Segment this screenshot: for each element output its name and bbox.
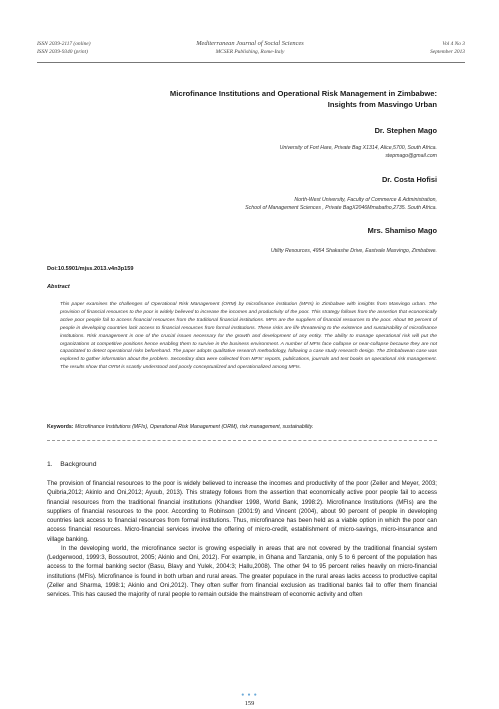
- issn-online: ISSN 2039-2117 (online): [37, 41, 91, 47]
- affiliation-line: School of Management Sciences , Private BagX2046Mmabatho,2735. South Africa.: [245, 205, 437, 211]
- keywords-label: Keywords:: [47, 424, 74, 430]
- body-text: [47, 480, 437, 600]
- author-name: Mrs. Shamiso Mago: [367, 226, 437, 235]
- header-issn: [37, 40, 91, 56]
- issn-print: ISSN 2039-9340 (print): [37, 49, 88, 55]
- title-line-2: Insights from Masvingo Urban: [327, 100, 437, 109]
- doi: Doi:10.5901/mjss.2013.v4n3p159: [47, 266, 134, 272]
- header-volume: [430, 40, 465, 56]
- volume: Vol 4 No 3: [442, 41, 465, 47]
- publisher: MCSER Publishing, Rome-Italy: [215, 49, 285, 55]
- affiliation-line: University of Fort Hare, Private Bag X1314, Alice,5700, South Africa.: [279, 145, 437, 151]
- author-affiliation: [245, 196, 437, 212]
- journal-name: Mediterranean Journal of Social Sciences: [196, 40, 304, 47]
- page-number: 159: [244, 700, 255, 707]
- footer-dots: ● ● ●: [241, 693, 258, 698]
- author-affiliation: [280, 144, 437, 160]
- issue-date: September 2013: [430, 49, 465, 55]
- title-line-1: Microfinance Institutions and Operational Risk Management in Zimbabwe:: [169, 89, 437, 98]
- header-divider: [37, 62, 465, 63]
- author-name: Dr. Stephen Mago: [374, 126, 437, 135]
- author-affiliation: [271, 247, 437, 255]
- keywords-divider: [47, 440, 437, 441]
- author-name: Dr. Costa Hofisi: [381, 175, 437, 184]
- keywords-list: Microfinance Institutions (MFIs), Operational Risk Management (ORM), risk management, sustainability.: [74, 424, 314, 430]
- author-email: stepmago@gmail.com: [385, 153, 437, 159]
- affiliation-line: Utility Resources, 4954 Shakashe Drive, Eastvale Masvingo, Zimbabwe.: [270, 248, 437, 254]
- abstract-text: This paper examines the challenges of Operational Risk Management (ORM) by microfinance institution (MFIs) in Zimbabwe with insights from Masvingo urban. The provision of financial resources to the poor is widely believed to increase the incomes and productivity of the poor. This strategy follows from the assertion that economically active poor people fail to access financial resources from the traditional financial institutions. MFIs are the suppliers of financial resources to the poor. About 90 percent of people in developing countries lack access to financial resources from formal institutions. These risks are life threatening to the existence and sustainability of microfinance institutions. Risk management is one of the crucial issues necessary for the growth and development of any entity. The ability to manage operational risk will put the organizations at competitive positions hence enabling them to survive in the business environment. A number of MFIs face collapse or near-collapse because they are not capacitated to detect operational risks beforehand. The paper adopts qualitative research methodology, following a case study research design. The Zimbabwean case was explored to gather information about the problem. Secondary data were collected from MFIs' reports, publications, journals and text books on operational risk management. The results show that ORM is scantly understood and poorly conceptualized and operationalized among MFIs.: [60, 302, 437, 371]
- header-journal: [150, 40, 350, 56]
- keywords: [47, 424, 437, 430]
- abstract-heading: Abstract: [47, 284, 70, 290]
- paper-title: [100, 88, 437, 110]
- affiliation-line: North-West University, Faculty of Commerce & Administration,: [294, 197, 437, 203]
- paragraph: The provision of financial resources to the poor is widely believed to increase the incomes and productivity of the poor (Zeller and Meyer, 2003; Quibria,2012; Akinlo and Oni,2012; Ayuub, 2013). This strategy follows from the assertion that economically active poor people fail to access financial resources from the traditional financial institutions (Khandker 1998, World Bank, 1998:2). Microfinance Institutions (MFIs) are the suppliers of financial resources to the poor. According to Robinson (2001:9) and Vincent (2004), about 90 percent of people in developing countries lack access to financial resources from formal institutions. Thus, microfinance has been held as a viable option in which the poor can access financial resources. Micro-financial services involve the offering of micro-credit, establishment of micro-savings, micro-insurance and village banking.: [47, 481, 437, 543]
- section-heading: 1. Background: [47, 461, 97, 468]
- paragraph: In the developing world, the microfinance sector is growing especially in areas that are not covered by the traditional financial system (Ledgerwood, 1999:3, Bossoutrot, 2005; Akinlo and Oni, 2012). For example, in Ghana and Tanzania, only 5 to 6 percent of the population has access to the formal banking sector (Basu, Blavy and Yulek, 2004:3; Hallu,2008). The other 94 to 95 percent relies heavily on micro-financial institutions (MFIs). Microfinance is found in both urban and rural areas. The greater populace in the rural areas lacks access to productive capital (Zeller and Sharma, 1998:1; Akinlo and Oni,2012). They often suffer from financial exclusion as traditional banks fail to offer them financial services. This has caused the majority of rural people to remain outside the mainstream of economic activity and often: [47, 545, 437, 598]
